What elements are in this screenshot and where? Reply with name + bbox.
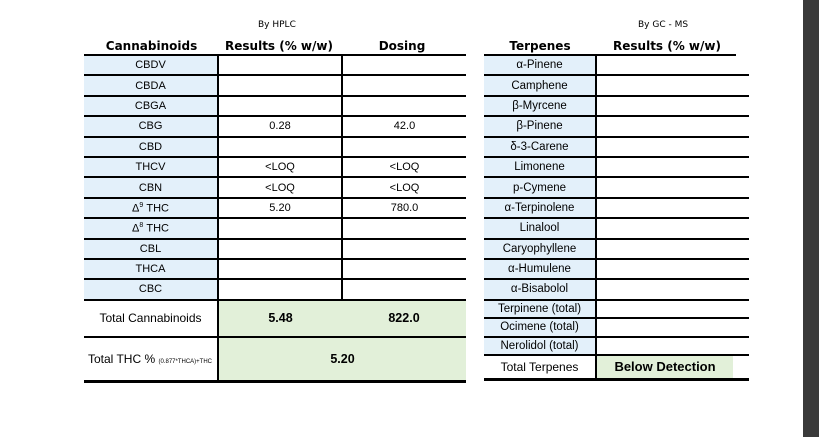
terpene-result [596,157,749,177]
total-terpenes-result: Below Detection [597,356,733,378]
cannabinoid-name-text: CBG [138,120,163,133]
terpene-name: α-Pinene [484,56,596,75]
total-cannabinoids-dosing: 822.0 [342,300,466,337]
terpene-row [484,318,749,337]
total-thc-formula: (0.877*THCA)+THC [158,358,212,365]
terpene-result [596,318,749,337]
terpene-row [484,177,749,197]
cannabinoid-result [218,137,342,157]
cannabinoid-name [84,96,218,116]
terpene-row [484,259,749,279]
total-thc-row [84,337,466,382]
cannabinoid-row [84,96,466,116]
terpene-name: α-Humulene [484,259,596,279]
terpene-name: β-Pinene [484,116,596,136]
terpene-result [596,259,749,279]
terpene-name: Camphene [484,75,596,95]
cannabinoid-row [84,75,466,95]
cannabinoid-dosing [342,279,466,299]
cannabinoid-name [84,157,218,177]
cannabinoid-name [84,56,218,75]
cannabinoid-result: <LOQ [218,157,342,177]
terpene-row [484,157,749,177]
cannabinoid-name-text: CBD [138,140,163,153]
terpene-name: α-Terpinolene [484,198,596,218]
hplc-method-note: By HPLC [258,20,296,30]
cannabinoid-result [218,279,342,299]
terpene-row [484,218,749,238]
cannabinoid-name-text: THCA [135,263,166,276]
terpene-result [596,137,749,157]
terpene-row [484,300,749,319]
terpene-result [596,75,749,95]
gcms-method-note: By GC - MS [638,20,689,30]
cannabinoid-name-text: CBGA [134,99,167,112]
cannabinoid-name [84,137,218,157]
cannabinoid-result [218,218,342,238]
cannabinoid-suffix: THC [143,202,169,215]
cannabinoid-name [84,239,218,259]
cannabinoid-dosing: <LOQ [342,157,466,177]
cannabinoid-dosing [342,96,466,116]
cannabinoids-header: Cannabinoids [105,39,198,53]
cannabinoid-name-text: CBC [138,283,163,296]
total-terpenes-label: Total Terpenes [484,355,596,380]
cannabinoid-name-text: Δ [132,202,140,215]
terpene-name: β-Myrcene [484,96,596,116]
cannabinoid-dosing: 780.0 [342,198,466,218]
terpenes-table [484,56,749,381]
terpene-row [484,239,749,259]
terpene-result [596,279,749,299]
terpene-name: Nerolidol (total) [484,337,596,356]
terpene-result [596,56,749,75]
terpene-row [484,279,749,299]
terpenes-header: Terpenes [509,39,571,53]
cannabinoid-dosing: <LOQ [342,177,466,197]
terpene-row [484,137,749,157]
cannabinoid-name-text: Δ [132,222,140,235]
terpene-row [484,56,749,75]
terpene-name: Terpinene (total) [484,300,596,319]
cannabinoid-superscript: 8 [139,221,144,229]
cannabinoid-result [218,75,342,95]
cannabinoid-row [84,56,466,75]
cannabinoid-result: <LOQ [218,177,342,197]
terpene-result [596,239,749,259]
cannabinoid-result [218,96,342,116]
cannabinoid-result: 5.20 [218,198,342,218]
cannabinoid-row [84,116,466,136]
cannabinoid-dosing [342,75,466,95]
terpene-result [596,198,749,218]
terpene-name: Limonene [484,157,596,177]
cannabinoid-name [84,75,218,95]
cannabinoid-superscript: 9 [139,201,144,209]
terpene-row [484,96,749,116]
cannabinoid-suffix: THC [143,222,169,235]
terpene-result [596,218,749,238]
cannabinoid-row [84,198,466,218]
cannabinoid-name-text: CBDV [135,59,166,72]
cannabinoid-row [84,239,466,259]
total-cannabinoids-label: Total Cannabinoids [84,300,218,337]
cannabinoid-name [84,218,218,238]
terpene-result [596,337,749,356]
terpene-result [596,300,749,319]
cannabinoid-row [84,218,466,238]
cannabinoid-row [84,259,466,279]
cannabinoid-dosing: 42.0 [342,116,466,136]
cannabinoid-row [84,177,466,197]
window-frame-edge [803,0,819,437]
total-cannabinoids-result: 5.48 [218,300,342,337]
dosing-header: Dosing [378,39,426,53]
terpene-row [484,198,749,218]
terpene-result [596,177,749,197]
cannabinoid-name [84,198,218,218]
total-terpenes-row [484,355,749,380]
cannabinoid-result [218,56,342,75]
terpene-row [484,116,749,136]
cannabinoid-row [84,137,466,157]
terpene-name: Linalool [484,218,596,238]
terpene-result [596,116,749,136]
cannabinoid-result: 0.28 [218,116,342,136]
total-thc-label-cell [84,337,218,382]
cannabinoid-dosing [342,239,466,259]
cannabinoid-name-text: CBDA [135,79,166,92]
total-thc-label: Total THC % [88,351,156,366]
cannabinoid-name [84,259,218,279]
cannabinoid-result [218,259,342,279]
cannabinoid-name [84,177,218,197]
cannabinoid-name-text: CBN [138,181,163,194]
cannabinoid-name [84,116,218,136]
cannabinoid-dosing [342,56,466,75]
results-header: Results (% w/w) [225,39,333,53]
terpene-name: δ-3-Carene [484,137,596,157]
cannabinoid-row [84,157,466,177]
terpene-name: p-Cymene [484,177,596,197]
cannabinoid-row [84,279,466,299]
cannabinoid-dosing [342,137,466,157]
terpene-name: α-Bisabolol [484,279,596,299]
cannabinoid-dosing [342,218,466,238]
total-cannabinoids-row [84,300,466,337]
cannabinoid-result [218,239,342,259]
cannabinoid-dosing [342,259,466,279]
cannabinoid-name [84,279,218,299]
terpene-row [484,75,749,95]
terpene-results-header: Results (% w/w) [613,39,721,53]
terpene-row [484,337,749,356]
cannabinoid-name-text: CBL [139,242,162,255]
total-terpenes-result-cell [596,355,749,380]
cannabinoids-table [84,56,466,383]
terpene-result [596,96,749,116]
terpene-name: Caryophyllene [484,239,596,259]
cannabinoid-name-text: THCV [135,161,166,174]
total-thc-value: 5.20 [218,337,466,382]
terpene-name: Ocimene (total) [484,318,596,337]
